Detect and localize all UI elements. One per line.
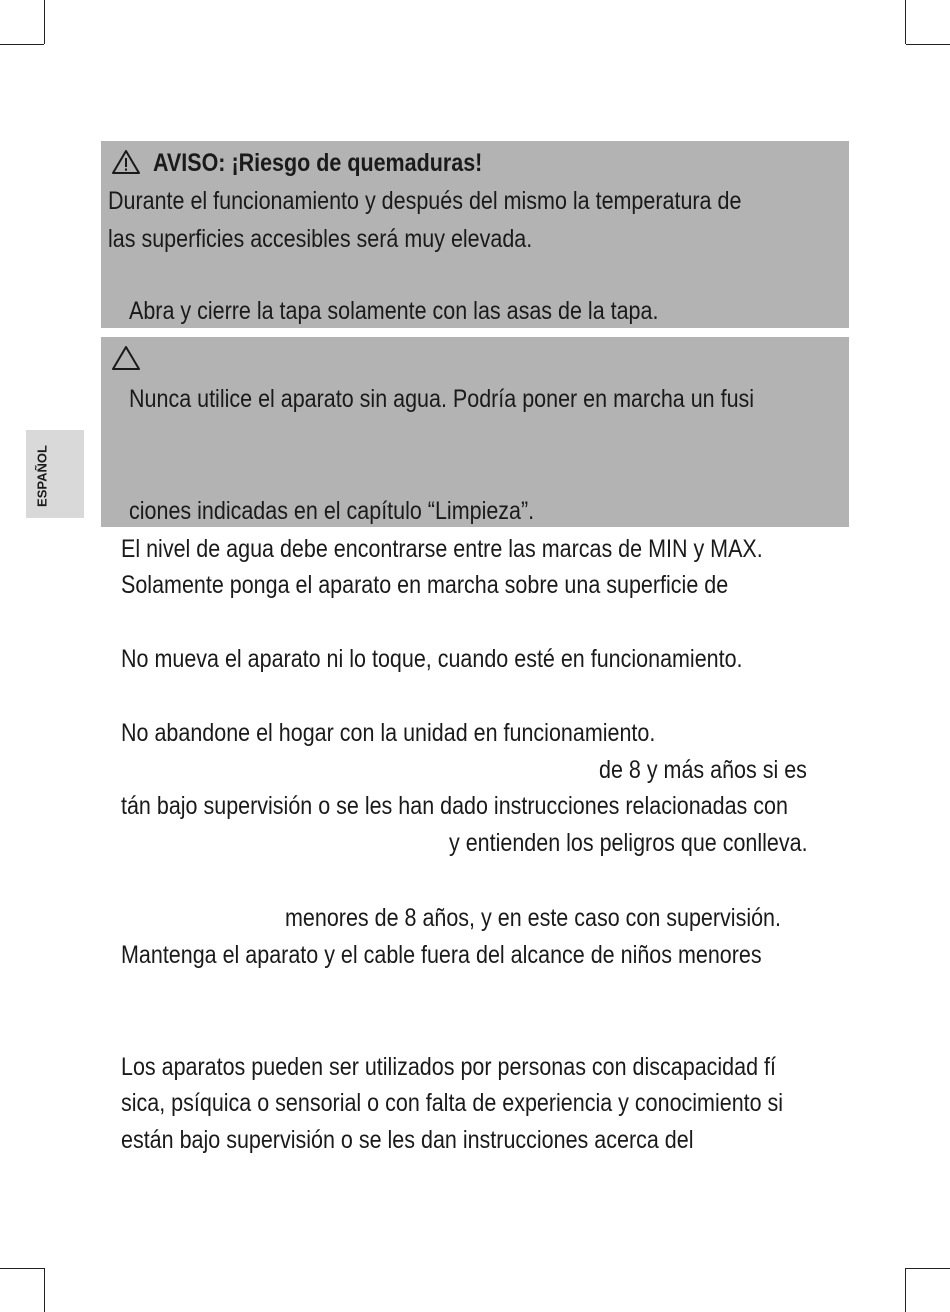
body-text-line: están bajo supervisión o se les dan instrucciones acerca del [121,1126,694,1154]
crop-mark-bottom-right-h [906,1268,950,1269]
language-tab-label: ESPAÑOL [34,445,50,507]
crop-mark-top-left [44,0,45,44]
body-text-line: y entienden los peligros que conlleva. [449,829,808,857]
body-text-line: menores de 8 años, y en este caso con supervisión. [285,904,781,932]
body-text-line: Mantenga el aparato y el cable fuera del alcance de niños menores [121,941,762,969]
warning-text-line: las superficies accesibles será muy elevada. [108,225,533,253]
crop-mark-top-left-h [0,44,44,45]
warning-text-line: ciones indicadas en el capítulo “Limpieza”. [129,497,535,525]
body-text-line: Solamente ponga el aparato en marcha sobre una superficie de [121,571,729,599]
crop-mark-top-right [905,0,906,44]
warning-text-line: Abra y cierre la tapa solamente con las asas de la tapa. [129,297,659,325]
body-text-line: Los aparatos pueden ser utilizados por personas con discapacidad fí [121,1053,776,1081]
warning-text-line: Nunca utilice el aparato sin agua. Podría poner en marcha un fusi [129,385,755,413]
crop-mark-bottom-left-h [0,1268,44,1269]
crop-mark-bottom-right [905,1268,906,1312]
warning-triangle-icon [111,344,141,372]
warning-title: AVISO: ¡Riesgo de quemaduras! [153,149,483,177]
body-text-line: El nivel de agua debe encontrarse entre las marcas de MIN y MAX. [121,535,763,563]
body-text-line: tán bajo supervisión o se les han dado instrucciones relacionadas con [121,792,788,820]
crop-mark-bottom-left [44,1268,45,1312]
body-text-line: No mueva el aparato ni lo toque, cuando esté en funcionamiento. [121,645,743,673]
warning-text-line: Durante el funcionamiento y después del mismo la temperatura de [108,187,742,215]
warning-triangle-icon [111,148,141,176]
body-text-line: de 8 y más años si es [599,756,807,784]
body-text-line: sica, psíquica o sensorial o con falta de experiencia y conocimiento si [121,1089,784,1117]
body-text-line: No abandone el hogar con la unidad en funcionamiento. [121,719,656,747]
crop-mark-top-right-h [906,44,950,45]
